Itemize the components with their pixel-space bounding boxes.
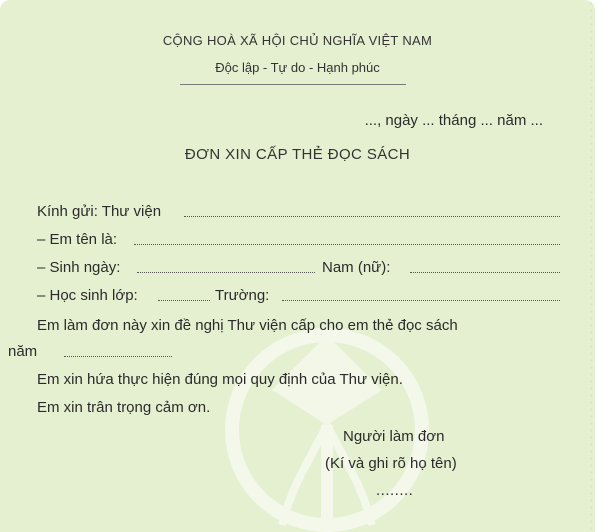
page-edge-pattern bbox=[588, 0, 595, 532]
birthday-label: – Sinh ngày: bbox=[37, 259, 121, 276]
gender-blank bbox=[410, 266, 560, 273]
name-label: – Em tên là: bbox=[37, 231, 118, 248]
recipient-blank bbox=[184, 210, 560, 217]
thanks-text: Em xin trân trọng cảm ơn. bbox=[37, 399, 211, 416]
promise-text: Em xin hứa thực hiện đúng mọi quy định của Thư viện. bbox=[37, 371, 403, 388]
motto: Độc lập - Tự do - Hạnh phúc bbox=[215, 60, 380, 75]
request-year-blank bbox=[64, 350, 172, 357]
date-line: ..., ngày ... tháng ... năm ... bbox=[364, 112, 543, 129]
request-text: Em làm đơn này xin đề nghị Thư viện cấp cho em thẻ đọc sách bbox=[37, 317, 458, 334]
recipient-label: Kính gửi: Thư viện bbox=[37, 203, 162, 220]
signature-placeholder: ........ bbox=[376, 482, 414, 499]
name-blank bbox=[134, 238, 560, 245]
form-title: ĐƠN XIN CẤP THẺ ĐỌC SÁCH bbox=[184, 146, 411, 163]
school-label: Trường: bbox=[215, 287, 270, 304]
signature-label: Người làm đơn bbox=[343, 428, 445, 445]
country-header: CỘNG HOÀ XÃ HỘI CHỦ NGHĨA VIỆT NAM bbox=[162, 33, 433, 48]
header-divider bbox=[180, 84, 406, 85]
signature-note: (Kí và ghi rõ họ tên) bbox=[325, 455, 457, 472]
birthday-blank bbox=[137, 266, 315, 273]
class-blank bbox=[158, 294, 210, 301]
school-blank bbox=[282, 294, 560, 301]
request-year-label: năm bbox=[8, 343, 38, 360]
class-label: – Học sinh lớp: bbox=[37, 287, 138, 304]
gender-label: Nam (nữ): bbox=[322, 259, 391, 276]
